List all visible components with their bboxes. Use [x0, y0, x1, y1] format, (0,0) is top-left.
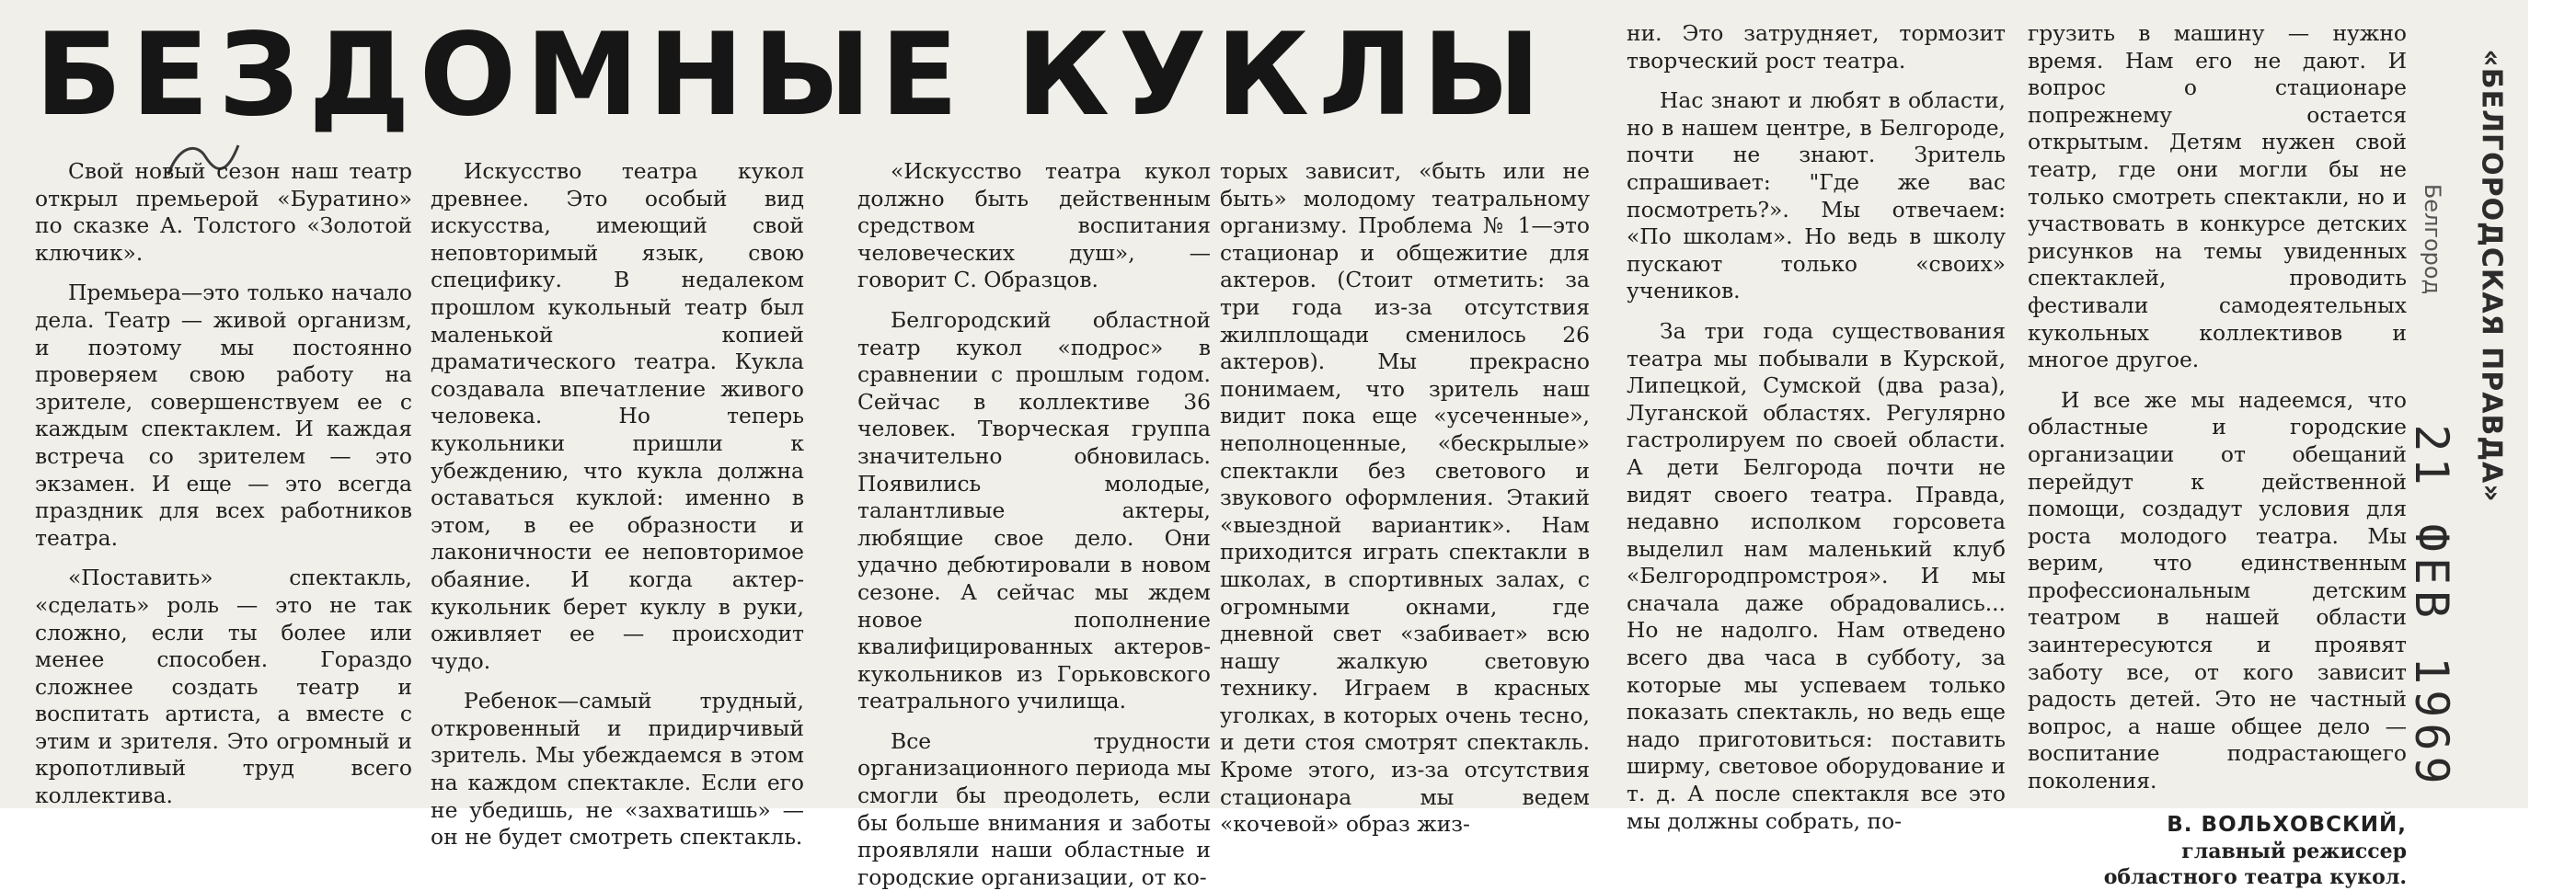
article-paragraph: «Поставить» спектакль, «сделать» роль — это не так сложно, если ты более или менее способен. Гораздо сложнее создать театр и воспитать артиста, а вместе с этим и зрителя. Это огромный и кропотливый труд всего коллектива.	[35, 565, 412, 809]
article-paragraph: Свой новый сезон наш театр открыл премьерой «Буратино» по сказке А. Толстого «Золотой ключик».	[35, 158, 412, 266]
article-paragraph: ни. Это затрудняет, тормозит творческий рост театра.	[1627, 20, 2006, 74]
newspaper-name: «БЕЛГОРОДСКАЯ ПРАВДА»	[2475, 49, 2508, 503]
article-column-5	[1627, 20, 2006, 835]
article-paragraph: торых зависит, «быть или не быть» молодому театральному организму. Проблема № 1—это стационар и общежитие для актеров. (Стоит отметить: за три года из-за отсутствия жилплощади сменилось 26 актеров). Мы прекрасно понимаем, что зритель наш видит пока еще «усеченные», неполноценные, «бескрылые» спектакли без светового и звукового оформления. Этакий «выездной вариантик». Нам приходится играть спектакли в школах, в спортивных залах, с огромными окнами, где дневной свет «забивает» всю нашу жалкую световую технику. Играем в красных уголках, в которых очень тесно, и дети стоя смотрят спектакль. Кроме этого, из-за отсутствия стационара мы ведем «кочевой» образ жиз-	[1220, 158, 1590, 838]
article-column-3	[857, 158, 1211, 891]
article-paragraph: За три года существования театра мы побывали в Курской, Липецкой, Сумской (два раза), Луганской областях. Регулярно гастролируем по своей области. А дети Белгорода почти не видят своего театра. Правда, недавно исполком горсовета выделил нам маленький клуб «Белгородпромстроя». И мы сначала даже обрадовались... Но не надолго. Нам отведено всего два часа в субботу, за которые мы успеваем только показать спектакль, но ведь еще надо приготовиться: поставить ширму, световое оборудование и т. д. А после спектакля все это мы должны собрать, по-	[1627, 317, 2006, 834]
date-stamp-text: 21 ФЕВ 1969	[2405, 424, 2458, 790]
article-column-1	[35, 158, 412, 810]
article-headline: БЕЗДОМНЫЕ КУКЛЫ	[35, 9, 1550, 142]
article-paragraph: грузить в машину — нужно время. Нам его не дают. И вопрос о стационаре попрежнему остается открытым. Детям нужен свой театр, где они могли бы не только смотреть спектакли, но и участвовать в конкурсе детских рисунков на темы увиденных спектаклей, проводить фестивали самодеятельных кукольных коллективов и многое другое.	[2028, 20, 2407, 373]
article-paragraph: Нас знают и любят в области, но в нашем центре, в Белгороде, почти не знают. Зритель спрашивает: "Где же вас посмотреть?». Мы отвечаем: «По школам». Но ведь в школу пускают только «своих» учеников.	[1627, 87, 2006, 304]
article-column-6	[2028, 20, 2407, 890]
author-title: главный режиссер	[2181, 840, 2407, 864]
article-paragraph: «Искусство театра кукол должно быть действенным средством воспитания человеческих душ», — говорит С. Образцов.	[857, 158, 1211, 293]
city-stamp	[2418, 147, 2447, 331]
article-paragraph: И все же мы надеемся, что областные и городские организации от обещаний перейдут к действенной помощи, создадут условия для роста молодого театра. Мы верим, что единственным профессиональным детским театром в нашей области заинтересуются и проявят заботу все, от кого зависит радость детей. Это не частный вопрос, а наше общее дело — воспитание подрастающего поколения.	[2028, 386, 2407, 794]
article-column-2	[431, 158, 804, 851]
newspaper-masthead	[2471, 49, 2512, 503]
article-column-4	[1220, 158, 1590, 839]
article-paragraph: Искусство театра кукол древнее. Это особый вид искусства, имеющий свой неповторимый язык, свою специфику. В недалеком прошлом кукольный театр был маленькой копией драматического театра. Кукла создавала впечатление живого человека. Но теперь кукольники пришли к убеждению, что кукла должна оставаться куклой: именно в этом, в ее образности и лаконичности ее неповторимое обаяние. И когда актер-кукольник берет куклу в руки, оживляет ее — происходит чудо.	[431, 158, 804, 674]
author-name: В. ВОЛЬХОВСКИЙ,	[2167, 812, 2407, 837]
date-stamp	[2399, 424, 2464, 790]
article-paragraph: Ребенок—самый трудный, откровенный и придирчивый зритель. Мы убеждаемся в этом на каждом спектакле. Если его не убедишь, не «захватишь» — он не будет смотреть спектакль.	[431, 688, 804, 851]
city-label: Белгород	[2420, 183, 2445, 295]
author-signature	[2028, 812, 2407, 891]
author-title: областного театра кукол.	[2103, 865, 2407, 890]
article-paragraph: Все трудности организационного периода мы смогли бы преодолеть, если бы больше внимания и заботы проявляли наши областные и городские организации, от ко-	[857, 727, 1211, 890]
article-paragraph: Премьера—это только начало дела. Театр — живой организм, и поэтому мы постоянно проверяем свою работу на зрителе, совершенствуем ее с каждым спектаклем. И каждая встреча со зрителем — это экзамен. И еще — это всегда праздник для всех работников театра.	[35, 280, 412, 551]
article-paragraph: Белгородский областной театр кукол «подрос» в сравнении с прошлым годом. Сейчас в коллективе 36 человек. Творческая группа значительно обновилась. Появились молодые, талантливые актеры, любящие свое дело. Они удачно дебютировали в новом сезоне. А сейчас мы ждем новое пополнение квалифицированных актеров-кукольников из Горьковского театрального училища.	[857, 306, 1211, 714]
